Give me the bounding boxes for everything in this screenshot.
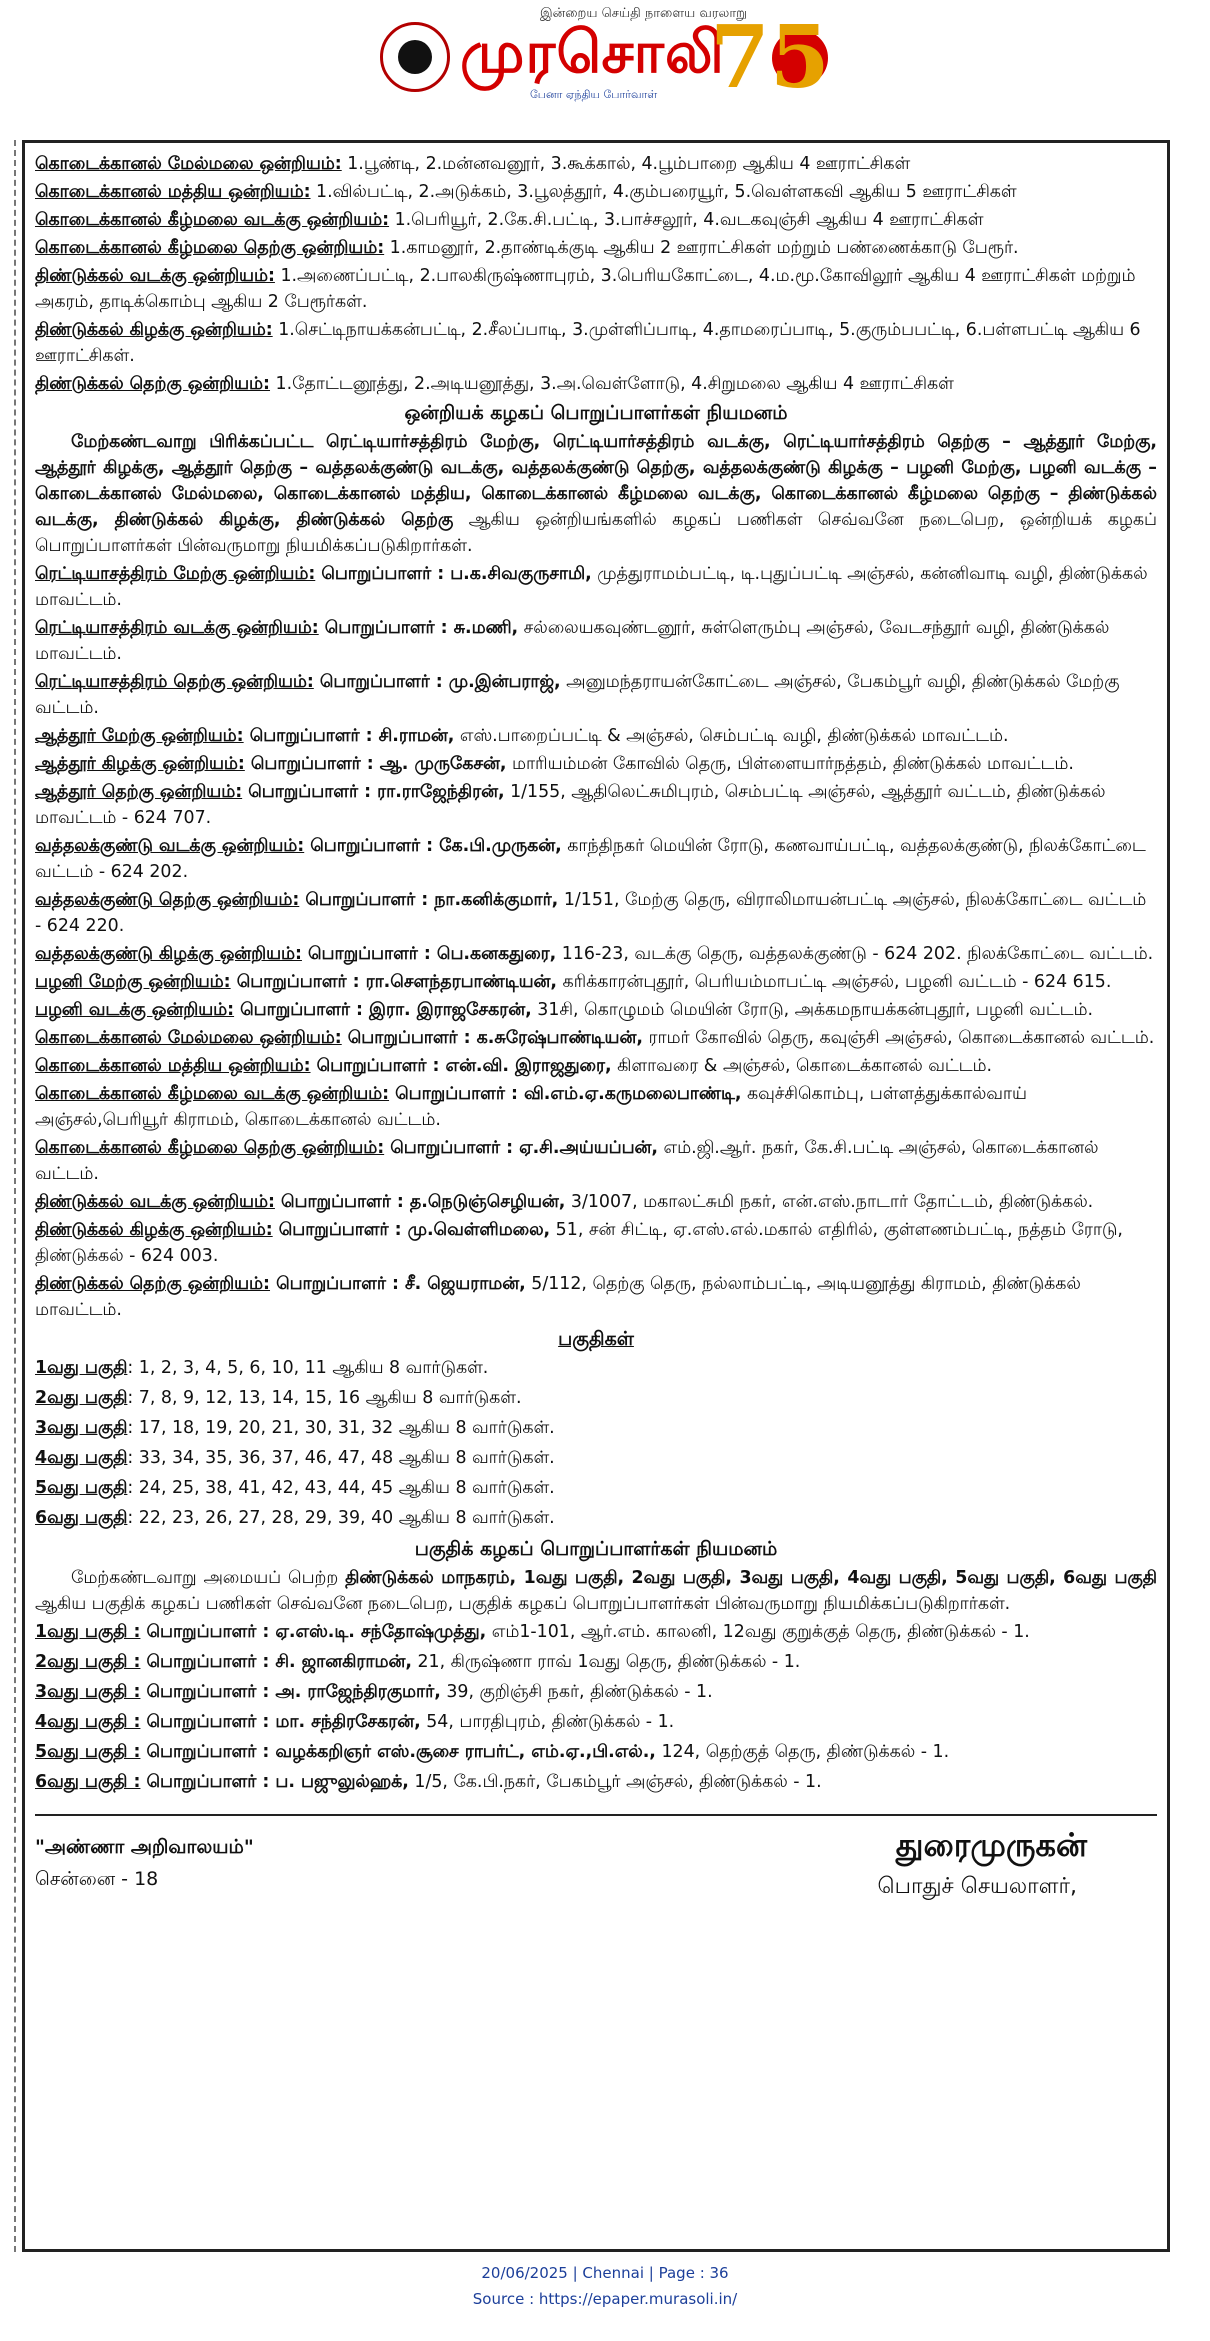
appointment-address: 116-23, வடக்கு தெரு, வத்தலக்குண்டு - 624 202. நிலக்கோட்டை வட்டம். xyxy=(556,944,1154,964)
masthead-subtagline: பேனா ஏந்திய போர்வாள் xyxy=(530,88,658,101)
union-entry xyxy=(35,317,1157,369)
appointment-union: திண்டுக்கல் கிழக்கு ஒன்றியம்: xyxy=(35,1220,273,1240)
appointment-role: பொறுப்பாளர் : என்.வி. இராஜதுரை, xyxy=(310,1056,612,1076)
source-link[interactable]: Source : https://epaper.murasoli.in/ xyxy=(472,2290,738,2308)
appointment-role: பொறுப்பாளர் : சு.மணி, xyxy=(318,618,519,638)
appointment-union: வத்தலக்குண்டு தெற்கு ஒன்றியம்: xyxy=(35,890,300,910)
appointment-union: வத்தலக்குண்டு வடக்கு ஒன்றியம்: xyxy=(35,836,305,856)
appointment-union: கொடைக்கானல் கீழ்மலை வடக்கு ஒன்றியம்: xyxy=(35,1084,390,1104)
ward-appointment-name: 1வது பகுதி : xyxy=(35,1622,141,1642)
appointment-union: கொடைக்கானல் மத்திய ஒன்றியம்: xyxy=(35,1056,311,1076)
ward-name: 2வது பகுதி xyxy=(35,1388,128,1408)
office-name: "அண்ணா அறிவாலயம்" xyxy=(35,1836,254,1858)
appointment-entry xyxy=(35,833,1157,885)
appointment-union: திண்டுக்கல் வடக்கு ஒன்றியம்: xyxy=(35,1192,275,1212)
appointment-address: ராமர் கோவில் தெரு, கவுஞ்சி அஞ்சல், கொடைக்கானல் வட்டம். xyxy=(642,1028,1155,1048)
appointment-union: ரெட்டியாசத்திரம் தெற்கு ஒன்றியம்: xyxy=(35,672,314,692)
wards-heading: பகுதிகள் xyxy=(558,1328,634,1350)
appointment-union: கொடைக்கானல் மேல்மலை ஒன்றியம்: xyxy=(35,1028,342,1048)
ward-appointment-entry xyxy=(35,1619,1157,1646)
party-emblem-icon xyxy=(380,22,450,92)
union-name: கொடைக்கானல் கீழ்மலை வடக்கு ஒன்றியம்: xyxy=(35,210,390,230)
union-name: திண்டுக்கல் கிழக்கு ஒன்றியம்: xyxy=(35,320,273,340)
union-intro: மேற்கண்டவாறு பிரிக்கப்பட்ட ரெட்டியார்சத்திரம் மேற்கு, ரெட்டியார்சத்திரம் வடக்கு, ரெட்டியார்சத்திரம் தெற்கு – ஆத்தூர் மேற்கு, ஆத்தூர் கிழக்கு, ஆத்தூர் தெற்கு – வத்தலக்குண்டு வடக்கு, வத்தலக்குண்டு தெற்கு, வத்தலக்குண்டு கிழக்கு – பழனி மேற்கு, பழனி வடக்கு – கொடைக்கானல் மேல்மலை, கொடைக்கானல் மத்திய, கொடைக்கானல் கீழ்மலை வடக்கு, கொடைக்கானல் கீழ்மலை தெற்கு – திண்டுக்கல் வடக்கு, திண்டுக்கல் கிழக்கு, திண்டுக்கல் தெற்கு ஆகிய ஒன்றியங்களில் கழகப் பணிகள் செவ்வனே நடைபெற, ஒன்றியக் கழகப் பொறுப்பாளர்கள் பின்வருமாறு நியமிக்கப்படுகிறார்கள். xyxy=(35,432,1157,556)
appointment-entry xyxy=(35,751,1157,777)
ward-appointment-entry xyxy=(35,1739,1157,1766)
union-name: கொடைக்கானல் மத்திய ஒன்றியம்: xyxy=(35,182,311,202)
ward-appointment-address: 124, தெற்குத் தெரு, திண்டுக்கல் - 1. xyxy=(655,1742,950,1762)
union-detail: 1.பூண்டி, 2.மன்னவனூர், 3.கூக்கால், 4.பூம்பாறை ஆகிய 4 ஊராட்சிகள் xyxy=(341,154,911,174)
appointment-union: வத்தலக்குண்டு கிழக்கு ஒன்றியம்: xyxy=(35,944,302,964)
appointment-entry xyxy=(35,615,1157,667)
ward-appointment-name: 5வது பகுதி : xyxy=(35,1742,141,1762)
appointment-union: ரெட்டியாசத்திரம் மேற்கு ஒன்றியம்: xyxy=(35,564,316,584)
union-appointments-heading: ஒன்றியக் கழகப் பொறுப்பாளர்கள் நியமனம் xyxy=(404,402,788,424)
ward-appointment-entry xyxy=(35,1709,1157,1736)
appointment-address: 3/1007, மகாலட்சுமி நகர், என்.எஸ்.நாடார் தோட்டம், திண்டுக்கல். xyxy=(565,1192,1094,1212)
appointment-entry xyxy=(35,1217,1157,1269)
appointment-address: 51, சன் சிட்டி, ஏ.எஸ்.எல்.மகால் எதிரில், குள்ளணம்பட்டி, நத்தம் ரோடு, திண்டுக்கல் - 624 003. xyxy=(35,1220,1123,1266)
ward-detail: : 17, 18, 19, 20, 21, 30, 31, 32 ஆகிய 8 வார்டுகள். xyxy=(127,1418,555,1438)
ward-appointment-role: பொறுப்பாளர் : சி. ஜானகிராமன், xyxy=(140,1652,412,1672)
appointment-entry xyxy=(35,1025,1157,1051)
union-detail: 1.செட்டிநாயக்கன்பட்டி, 2.சீலப்பாடி, 3.முள்ளிப்பாடி, 4.தாமரைப்பாடி, 5.குரும்பபட்டி, 6.பள்ளபட்டி ஆகிய 6 ஊராட்சிகள். xyxy=(35,320,1141,366)
ward-appointment-entry xyxy=(35,1649,1157,1676)
appointment-role: பொறுப்பாளர் : கே.பி.முருகன், xyxy=(304,836,562,856)
ward-detail: : 33, 34, 35, 36, 37, 46, 47, 48 ஆகிய 8 வார்டுகள். xyxy=(127,1448,555,1468)
appointment-address: 31சி, கொழுமம் மெயின் ரோடு, அக்கமநாயக்கன்புதூர், பழனி வட்டம். xyxy=(531,1000,1094,1020)
appointment-role: பொறுப்பாளர் : க.சுரேஷ்பாண்டியன், xyxy=(341,1028,643,1048)
appointment-role: பொறுப்பாளர் : ரா.ராஜேந்திரன், xyxy=(242,782,505,802)
column-divider xyxy=(14,140,16,2252)
ward-appointment-address: எம்1-101, ஆர்.எம். காலனி, 12வது குறுக்குத் தெரு, திண்டுக்கல் - 1. xyxy=(486,1622,1030,1642)
union-entry xyxy=(35,235,1157,261)
anniversary-number: 75 xyxy=(710,7,830,108)
appointment-union: ரெட்டியாசத்திரம் வடக்கு ஒன்றியம்: xyxy=(35,618,319,638)
appointment-role: பொறுப்பாளர் : இரா. இராஜசேகரன், xyxy=(234,1000,532,1020)
appointment-role: பொறுப்பாளர் : நா.கனிக்குமார், xyxy=(299,890,559,910)
union-detail: 1.அணைப்பட்டி, 2.பாலகிருஷ்ணாபுரம், 3.பெரியகோட்டை, 4.ம.மூ.கோவிலூர் ஆகிய 4 ஊராட்சிகள் மற்றும் அகரம், தாடிக்கொம்பு ஆகிய 2 பேரூர்கள். xyxy=(35,266,1136,312)
union-name: திண்டுக்கல் தெற்கு ஒன்றியம்: xyxy=(35,374,271,394)
ward-entry xyxy=(35,1415,1157,1442)
union-detail: 1.தோட்டனூத்து, 2.அடியனூத்து, 3.அ.வெள்ளோடு, 4.சிறுமலை ஆகிய 4 ஊராட்சிகள் xyxy=(270,374,954,394)
appointment-role: பொறுப்பாளர் : ப.க.சிவகுருசாமி, xyxy=(315,564,592,584)
ward-entry xyxy=(35,1385,1157,1412)
appointment-role: பொறுப்பாளர் : ஆ. முருகேசன், xyxy=(244,754,507,774)
union-entry xyxy=(35,263,1157,315)
appointment-address: அனுமந்தராயன்கோட்டை அஞ்சல், பேகம்பூர் வழி, திண்டுக்கல் மேற்கு வட்டம். xyxy=(35,672,1120,718)
ward-appointment-name: 3வது பகுதி : xyxy=(35,1682,141,1702)
appointment-role: பொறுப்பாளர் : பெ.கனகதுரை, xyxy=(301,944,557,964)
appointment-address: 1/155, ஆதிலெட்சுமிபுரம், செம்பட்டி அஞ்சல், ஆத்தூர் வட்டம், திண்டுக்கல் மாவட்டம் - 624 707. xyxy=(35,782,1106,828)
ward-detail: : 1, 2, 3, 4, 5, 6, 10, 11 ஆகிய 8 வார்டுகள். xyxy=(127,1358,489,1378)
ward-detail: : 22, 23, 26, 27, 28, 29, 39, 40 ஆகிய 8 வார்டுகள். xyxy=(127,1508,555,1528)
appointment-entry xyxy=(35,669,1157,721)
union-entry xyxy=(35,151,1157,177)
appointment-union: ஆத்தூர் மேற்கு ஒன்றியம்: xyxy=(35,726,244,746)
ward-detail: : 24, 25, 38, 41, 42, 43, 44, 45 ஆகிய 8 வார்டுகள். xyxy=(127,1478,555,1498)
ward-entry xyxy=(35,1475,1157,1502)
ward-appointment-name: 4வது பகுதி : xyxy=(35,1712,141,1732)
ward-appointment-address: 21, கிருஷ்ணா ராவ் 1வது தெரு, திண்டுக்கல் - 1. xyxy=(411,1652,801,1672)
ward-entry xyxy=(35,1445,1157,1472)
ward-appointment-name: 2வது பகுதி : xyxy=(35,1652,141,1672)
masthead-tagline: இன்றைய செய்தி நாளைய வரலாறு xyxy=(540,6,747,21)
appointment-role: பொறுப்பாளர் : ஏ.சி.அய்யப்பன், xyxy=(384,1138,658,1158)
ward-entry xyxy=(35,1505,1157,1532)
union-entry xyxy=(35,371,1157,397)
union-detail: 1.பெரியூர், 2.கே.சி.பட்டி, 3.பாச்சலூர், 4.வடகவுஞ்சி ஆகிய 4 ஊராட்சிகள் xyxy=(389,210,984,230)
union-detail: 1.காமனூர், 2.தாண்டிக்குடி ஆகிய 2 ஊராட்சிகள் மற்றும் பண்ணைக்காடு பேரூர். xyxy=(384,238,1019,258)
ward-entry xyxy=(35,1355,1157,1382)
appointment-entry xyxy=(35,723,1157,749)
appointment-address: சல்லையகவுண்டனூர், சுள்ளெரும்பு அஞ்சல், வேடசந்தூர் வழி, திண்டுக்கல் மாவட்டம். xyxy=(35,618,1110,664)
appointment-union: பழனி மேற்கு ஒன்றியம்: xyxy=(35,972,231,992)
appointment-entry xyxy=(35,1053,1157,1079)
union-name: திண்டுக்கல் வடக்கு ஒன்றியம்: xyxy=(35,266,275,286)
appointment-role: பொறுப்பாளர் : த.நெடுஞ்செழியன், xyxy=(274,1192,566,1212)
newspaper-logo: முரசொலி xyxy=(460,18,725,86)
appointment-address: கவுச்சிகொம்பு, பள்ளத்துக்கால்வாய் அஞ்சல்,பெரியூர் கிராமம், கொடைக்கானல் வட்டம். xyxy=(35,1084,1027,1130)
appointment-address: கிளாவரை & அஞ்சல், கொடைக்கானல் வட்டம். xyxy=(611,1056,993,1076)
ward-appointment-address: 39, குறிஞ்சி நகர், திண்டுக்கல் - 1. xyxy=(440,1682,713,1702)
appointment-address: காந்திநகர் மெயின் ரோடு, கணவாய்பட்டி, வத்தலக்குண்டு, நிலக்கோட்டை வட்டம் - 624 202. xyxy=(35,836,1146,882)
ward-appointment-entry xyxy=(35,1679,1157,1706)
appointment-entry xyxy=(35,887,1157,939)
appointment-address: மாரியம்மன் கோவில் தெரு, பிள்ளையார்நத்தம், திண்டுக்கல் மாவட்டம். xyxy=(506,754,1074,774)
appointment-role: பொறுப்பாளர் : வி.எம்.ஏ.கருமலைபாண்டி, xyxy=(389,1084,742,1104)
ward-appointment-address: 54, பாரதிபுரம், திண்டுக்கல் - 1. xyxy=(420,1712,675,1732)
ward-appointments-list xyxy=(35,1619,1157,1796)
appointment-entry xyxy=(35,1135,1157,1187)
appointment-entry xyxy=(35,1189,1157,1215)
appointment-role: பொறுப்பாளர் : மு.இன்பராஜ், xyxy=(313,672,561,692)
ward-appointment-role: பொறுப்பாளர் : ப. பஜுலுல்ஹக், xyxy=(140,1772,409,1792)
appointment-address: எஸ்.பாறைப்பட்டி & அஞ்சல், செம்பட்டி வழி, திண்டுக்கல் மாவட்டம். xyxy=(454,726,1009,746)
appointment-role: பொறுப்பாளர் : மு.வெள்ளிமலை, xyxy=(272,1220,551,1240)
union-entry xyxy=(35,207,1157,233)
ward-appointment-role: பொறுப்பாளர் : அ. ராஜேந்திரகுமார், xyxy=(140,1682,441,1702)
appointment-entry xyxy=(35,1271,1157,1323)
office-city: சென்னை - 18 xyxy=(35,1868,159,1890)
appointment-entry xyxy=(35,1081,1157,1133)
ward-appointment-entry xyxy=(35,1769,1157,1796)
union-list xyxy=(35,151,1157,397)
signature-block xyxy=(35,1814,1157,1936)
appointment-address: 5/112, தெற்கு தெரு, நல்லாம்பட்டி, அடியனூத்து கிராமம், திண்டுக்கல் மாவட்டம். xyxy=(35,1274,1081,1320)
appointment-union: ஆத்தூர் தெற்கு ஒன்றியம்: xyxy=(35,782,243,802)
union-name: கொடைக்கானல் மேல்மலை ஒன்றியம்: xyxy=(35,154,342,174)
ward-appointment-role: பொறுப்பாளர் : வழக்கறிஞர் எஸ்.சூசை ராபர்ட், எம்.ஏ.,பி.எல்., xyxy=(140,1742,656,1762)
appointment-union: பழனி வடக்கு ஒன்றியம்: xyxy=(35,1000,235,1020)
anniversary-badge xyxy=(710,7,830,108)
ward-name: 1வது பகுதி xyxy=(35,1358,128,1378)
appointment-entry xyxy=(35,997,1157,1023)
announcement-box xyxy=(22,140,1170,2252)
appointment-address: எம்.ஜி.ஆர். நகர், கே.சி.பட்டி அஞ்சல், கொடைக்கானல் வட்டம். xyxy=(35,1138,1099,1184)
ward-appointment-role: பொறுப்பாளர் : மா. சந்திரசேகரன், xyxy=(140,1712,421,1732)
appointment-union: கொடைக்கானல் கீழ்மலை தெற்கு ஒன்றியம்: xyxy=(35,1138,385,1158)
appointment-union: திண்டுக்கல் தெற்கு ஒன்றியம்: xyxy=(35,1274,271,1294)
appointment-address: கரிக்காரன்புதூர், பெரியம்மாபட்டி அஞ்சல், பழனி வட்டம் - 624 615. xyxy=(557,972,1112,992)
union-entry xyxy=(35,179,1157,205)
appointment-role: பொறுப்பாளர் : ரா.சௌந்தரபாண்டியன், xyxy=(230,972,557,992)
ward-name: 6வது பகுதி xyxy=(35,1508,128,1528)
appointment-entry xyxy=(35,561,1157,613)
ward-appointments-heading: பகுதிக் கழகப் பொறுப்பாளர்கள் நியமனம் xyxy=(414,1538,778,1560)
appointment-address: முத்துராமம்பட்டி, டி.புதுப்பட்டி அஞ்சல், கன்னிவாடி வழி, திண்டுக்கல் மாவட்டம். xyxy=(35,564,1148,610)
ward-detail: : 7, 8, 9, 12, 13, 14, 15, 16 ஆகிய 8 வார்டுகள். xyxy=(127,1388,522,1408)
ward-name: 5வது பகுதி xyxy=(35,1478,128,1498)
appointment-address: 1/151, மேற்கு தெரு, விராலிமாயன்பட்டி அஞ்சல், நிலக்கோட்டை வட்டம் - 624 220. xyxy=(35,890,1147,936)
appointment-entry xyxy=(35,969,1157,995)
appointment-union: ஆத்தூர் கிழக்கு ஒன்றியம்: xyxy=(35,754,245,774)
ward-appointment-role: பொறுப்பாளர் : ஏ.எஸ்.டி. சந்தோஷ்முத்து, xyxy=(140,1622,487,1642)
union-appointments-list xyxy=(35,561,1157,1323)
masthead xyxy=(380,0,850,140)
ward-name: 3வது பகுதி xyxy=(35,1418,128,1438)
appointment-role: பொறுப்பாளர் : சி.ராமன், xyxy=(243,726,455,746)
wards-list xyxy=(35,1355,1157,1532)
ward-appointment-address: 1/5, கே.பி.நகர், பேகம்பூர் அஞ்சல், திண்டுக்கல் - 1. xyxy=(408,1772,822,1792)
appointment-entry xyxy=(35,779,1157,831)
appointment-role: பொறுப்பாளர் : சீ. ஜெயராமன், xyxy=(270,1274,526,1294)
ward-intro: மேற்கண்டவாறு அமையப் பெற்ற திண்டுக்கல் மாநகரம், 1வது பகுதி, 2வது பகுதி, 3வது பகுதி, 4வது பகுதி, 5வது பகுதி, 6வது பகுதி ஆகிய பகுதிக் கழகப் பணிகள் செவ்வனே நடைபெற, பகுதிக் கழகப் பொறுப்பாளர்கள் பின்வருமாறு நியமிக்கப்படுகிறார்கள். xyxy=(35,1568,1157,1614)
appointment-entry xyxy=(35,941,1157,967)
page-info: 20/06/2025 | Chennai | Page : 36 xyxy=(481,2264,729,2282)
ward-name: 4வது பகுதி xyxy=(35,1448,128,1468)
ward-appointment-name: 6வது பகுதி : xyxy=(35,1772,141,1792)
union-detail: 1.வில்பட்டி, 2.அடுக்கம், 3.பூலத்தூர், 4.கும்பரையூர், 5.வெள்ளகவி ஆகிய 5 ஊராட்சிகள் xyxy=(310,182,1017,202)
signer-name: துரைமுருகன் xyxy=(895,1826,1087,1864)
union-name: கொடைக்கானல் கீழ்மலை தெற்கு ஒன்றியம்: xyxy=(35,238,385,258)
signer-designation: பொதுச் செயலாளர், xyxy=(877,1874,1077,1899)
